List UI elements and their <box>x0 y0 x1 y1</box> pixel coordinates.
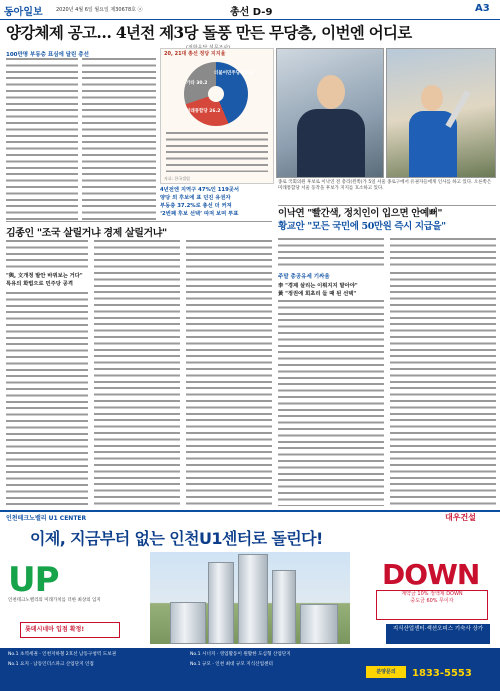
photo-caption: 종로 국회의원 후보로 이낙연 전 총리(왼쪽)가 5일 서울 종로구에서 유권자들에게 인사를 하고 있다. 오른쪽은 미래통합당 서울 동작을 후보가 지지를 호소하고 있다. <box>278 180 492 191</box>
deck-line: 4년전엔 지역구 47%인 119곳서 <box>160 187 240 193</box>
article-body-col1 <box>6 58 78 220</box>
pie-center <box>208 86 224 102</box>
divider <box>6 221 272 222</box>
deck-line: 양당 외 후보에 표 던진 유권자 <box>160 195 231 201</box>
issue-date: 2020년 4월 6일 월요일 제30678호 ⓐ <box>56 7 143 13</box>
raised-arm <box>445 90 470 128</box>
main-headline: 양강체제 공고… 4년전 제3당 돌풍 만든 무당층, 이번엔 어디로 <box>6 23 412 42</box>
page-number: A3 <box>475 3 490 14</box>
article-deck <box>160 186 274 218</box>
ad-headline: 이제, 지금부터 없는 인천U1센터로 돌린다! <box>30 529 323 548</box>
ad-down-desc: 계약금 10% 정액제 DOWN <box>401 591 463 597</box>
article-body <box>278 300 384 506</box>
building-tower <box>238 554 268 644</box>
newspaper-logo: 동아일보 <box>4 7 43 18</box>
ad-building-render <box>150 552 350 644</box>
article-body <box>6 240 88 268</box>
divider <box>278 205 496 206</box>
chart-legend <box>166 132 268 172</box>
ad-tel-label: 분양문의 <box>366 666 406 678</box>
ad-cta: 지식산업센터·섹션오피스 기숙사 상가 <box>386 624 490 644</box>
ad-tel-number: 1833-5553 <box>412 668 472 679</box>
ad-lotte-badge: 롯데시네마 입점 확정! <box>20 622 120 638</box>
article-subhead: 주말 총공유세 기싸움 <box>278 274 330 280</box>
article-subhead: 李 "경제 살리는 이뤄지지 말아야" <box>278 283 358 289</box>
building-tower <box>208 562 234 644</box>
building-low <box>300 604 338 644</box>
article-subhead: 黃 "정권에 회초리 들 때 된 선택" <box>278 291 357 297</box>
deck-line: 부동층 37.2%로 총선 더 커져 <box>160 203 232 209</box>
article-body <box>186 240 272 506</box>
article-body <box>278 238 384 268</box>
chart-source: 자료: 한국갤럽 <box>164 176 190 181</box>
candidate-face <box>317 75 345 109</box>
ad-down: DOWN <box>382 558 480 591</box>
article-body <box>6 292 88 506</box>
pie-slice-label-3: 기타 30.2 <box>186 81 208 86</box>
photo-candidate-2 <box>386 48 496 178</box>
deck-line: ‘2번째 후보 선택’ 따져 보며 투표 <box>160 211 239 217</box>
ad-up-desc: 인천테크노밸리의 미래가치를 더한 최상의 입지 <box>8 598 101 603</box>
candidate-suit <box>297 109 365 178</box>
ad-feature-3: No.1 시너지 · 영업활동이 원활한 도심형 산업단지 <box>190 652 291 657</box>
building-tower <box>272 570 296 644</box>
candidate-face <box>421 85 443 111</box>
ad-logo-right: 대우건설 <box>445 513 476 522</box>
pie-slice-label-1: 더불어민주당 43.6 <box>214 71 253 76</box>
ad-down-desc-2: 중도금 60% 무이자 <box>410 598 454 604</box>
ad-feature-4: No.1 규모 · 인천 최대 규모 지식산업센터 <box>190 662 273 667</box>
chart-title: 20, 21대 총선 정당 지지율 <box>164 51 226 57</box>
headline-2a: 이낙연 "빨간색, 정치인이 입으면 안예뻐" <box>278 208 443 219</box>
article-subhead: 특유의 화법으로 민주당 공격 <box>6 281 73 287</box>
ad-logo-left: 인천테크노밸리 U1 CENTER <box>6 515 87 522</box>
ad-down-box <box>376 590 488 620</box>
headline-3: 김종인 "조국 살릴거냐 경제 살릴거냐" <box>6 228 167 239</box>
pie-slice-label-2: 미래통합당 26.2 <box>186 109 221 114</box>
ad-feature-1: No.1 초역세권 · 인천지하철 2호선 남동구청역 도보권 <box>8 652 117 657</box>
building-low <box>170 602 206 644</box>
ad-up: UP <box>8 560 59 600</box>
article-body <box>94 240 180 506</box>
article-body <box>390 238 496 268</box>
headline-2b: 황교안 "모든 국민에 50만원 즉시 지급을" <box>278 221 446 232</box>
article-body <box>390 272 496 506</box>
section-title: 총선 D-9 <box>230 7 273 18</box>
ad-feature-2: No.1 요지 · 남동인더스파크 산업단지 인접 <box>8 662 94 667</box>
article-body-col2 <box>82 58 156 220</box>
photo-candidate-1 <box>276 48 384 178</box>
article-subhead: 100만명 부동층 표심에 달린 총선 <box>6 52 89 58</box>
article-subhead: "與, 文개정 발안 바꿔보는 거다" <box>6 273 83 279</box>
